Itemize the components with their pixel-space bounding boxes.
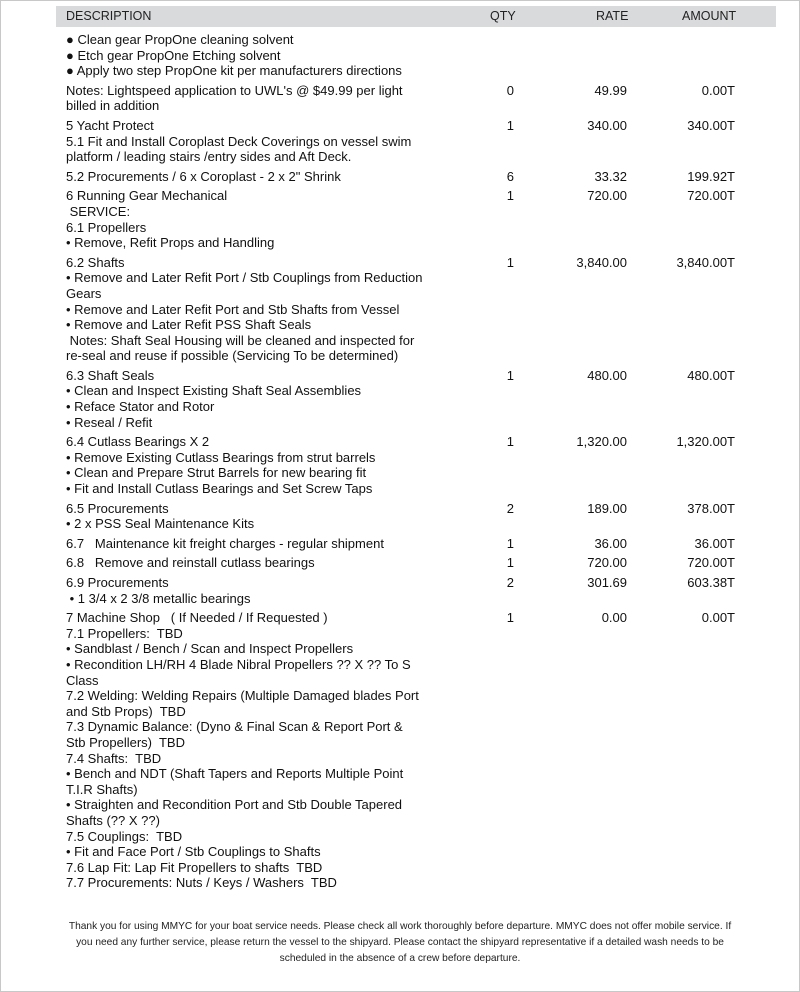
- header-qty: QTY: [490, 9, 516, 23]
- item-rate: 720.00: [587, 188, 627, 204]
- description-line: billed in addition: [66, 98, 160, 114]
- description-line: • Remove and Later Refit PSS Shaft Seals: [66, 317, 312, 333]
- description-line: Gears: [66, 285, 102, 301]
- header-amount: AMOUNT: [682, 9, 737, 23]
- item-rate: 301.69: [587, 575, 627, 590]
- description-line: • 1 3/4 x 2 3/8 metallic bearings: [66, 590, 251, 606]
- item-description: [66, 83, 428, 114]
- item-amount: 1,320.00T: [676, 434, 735, 450]
- description-line: 5.1 Fit and Install Coroplast Deck Coverings on vessel swim: [66, 133, 412, 149]
- description-line: 6.5 Procurements: [66, 500, 169, 516]
- item-rate: 480.00: [587, 367, 627, 383]
- item-qty: 6: [506, 168, 514, 184]
- table-row: [0, 83, 800, 114]
- description-line: • Fit and Install Cutlass Bearings and Set Screw Taps: [66, 481, 373, 497]
- description-line: 6.8 Remove and reinstall cutlass bearings: [66, 555, 315, 571]
- item-qty: 1: [506, 535, 514, 551]
- item-amount: 603.38T: [687, 575, 735, 590]
- description-line: 7 Machine Shop ( If Needed / If Requested ): [66, 610, 328, 626]
- header-rate: RATE: [596, 9, 629, 23]
- table-header: [56, 6, 776, 27]
- item-amount: 720.00T: [687, 188, 735, 204]
- description-line: • Clean and Prepare Strut Barrels for new bearing fit: [66, 465, 367, 481]
- description-line: Shafts (?? X ??): [66, 812, 160, 828]
- description-line: 7.3 Dynamic Balance: (Dyno & Final Scan & Report Port &: [66, 719, 403, 735]
- description-line: Stb Propellers) TBD: [66, 734, 185, 750]
- description-line: Notes: Lightspeed application to UWL's @ $49.99 per light: [66, 82, 403, 98]
- description-line: 7.6 Lap Fit: Lap Fit Propellers to shafts TBD: [66, 859, 323, 875]
- description-line: • Remove, Refit Props and Handling: [66, 235, 275, 251]
- description-line: 6.2 Shafts: [66, 254, 125, 270]
- line-items: [0, 32, 800, 895]
- description-line: Class: [66, 672, 99, 688]
- item-rate: 33.32: [594, 168, 627, 184]
- item-description: [66, 610, 428, 891]
- description-line: platform / leading stairs /entry sides and Aft Deck.: [66, 149, 352, 165]
- description-line: 6.9 Procurements: [66, 575, 169, 590]
- item-description: [66, 255, 428, 364]
- item-rate: 0.00: [601, 610, 627, 626]
- item-amount: 199.92T: [687, 168, 735, 184]
- description-line: 6 Running Gear Mechanical: [66, 188, 228, 204]
- item-description: [66, 501, 428, 532]
- description-line: Notes: Shaft Seal Housing will be cleaned and inspected for: [66, 332, 415, 348]
- item-qty: 1: [506, 434, 514, 450]
- table-row: [0, 501, 800, 532]
- description-line: re-seal and reuse if possible (Servicing To be determined): [66, 348, 399, 364]
- description-line: • Clean and Inspect Existing Shaft Seal Assemblies: [66, 383, 362, 399]
- description-line: T.I.R Shafts): [66, 781, 138, 797]
- item-qty: 1: [506, 117, 514, 133]
- table-row: [0, 536, 800, 552]
- description-line: • Reseal / Refit: [66, 414, 153, 430]
- item-rate: 340.00: [587, 117, 627, 133]
- item-amount: 36.00T: [694, 535, 735, 551]
- description-line: 7.5 Couplings: TBD: [66, 828, 183, 844]
- description-line: • Remove and Later Refit Port and Stb Shafts from Vessel: [66, 301, 400, 317]
- table-row: [0, 434, 800, 496]
- item-amount: 0.00T: [701, 82, 735, 98]
- item-description: [66, 536, 428, 552]
- item-amount: 720.00T: [687, 555, 735, 571]
- item-rate: 189.00: [587, 500, 627, 516]
- item-description: [66, 188, 428, 250]
- table-row: [0, 255, 800, 364]
- table-row: [0, 555, 800, 571]
- item-description: [66, 555, 428, 571]
- description-line: 5 Yacht Protect: [66, 117, 154, 133]
- table-row: [0, 575, 800, 606]
- footer-note: Thank you for using MMYC for your boat service needs. Please check all work thoroughly before departure. MMYC does not offer mobile service. If you need any further service, please return the vessel to the shipyard. Please contact the shipyard representative if a detailed wash needs to be scheduled in the absence of a crew before departure.: [68, 921, 732, 964]
- item-qty: 1: [506, 555, 514, 571]
- table-row: [0, 188, 800, 250]
- item-description: [66, 368, 428, 430]
- description-line: 7.7 Procurements: Nuts / Keys / Washers TBD: [66, 875, 337, 891]
- description-line: 6.1 Propellers: [66, 219, 147, 235]
- item-rate: 720.00: [587, 555, 627, 571]
- item-qty: 1: [506, 254, 514, 270]
- item-qty: 2: [506, 500, 514, 516]
- header-description: DESCRIPTION: [66, 9, 152, 23]
- item-amount: 378.00T: [687, 500, 735, 516]
- description-line: ● Apply two step PropOne kit per manufacturers directions: [66, 63, 402, 79]
- description-line: • Bench and NDT (Shaft Tapers and Reports Multiple Point: [66, 766, 404, 782]
- item-description: [66, 32, 428, 79]
- item-qty: 1: [506, 188, 514, 204]
- table-row: [0, 169, 800, 185]
- item-description: [66, 434, 428, 496]
- item-qty: 2: [506, 575, 514, 590]
- table-row: [0, 368, 800, 430]
- item-rate: 1,320.00: [576, 434, 627, 450]
- description-line: 6.4 Cutlass Bearings X 2: [66, 434, 210, 450]
- description-line: ● Etch gear PropOne Etching solvent: [66, 47, 281, 63]
- description-line: ● Clean gear PropOne cleaning solvent: [66, 32, 294, 47]
- item-amount: 0.00T: [701, 610, 735, 626]
- table-row: [0, 610, 800, 891]
- item-rate: 36.00: [594, 535, 627, 551]
- item-description: [66, 169, 428, 185]
- description-line: • Fit and Face Port / Stb Couplings to Shafts: [66, 844, 321, 860]
- description-line: • Reface Stator and Rotor: [66, 399, 215, 415]
- item-description: [66, 118, 428, 165]
- item-amount: 480.00T: [687, 367, 735, 383]
- item-qty: 1: [506, 610, 514, 626]
- item-amount: 3,840.00T: [676, 254, 735, 270]
- description-line: 6.7 Maintenance kit freight charges - regular shipment: [66, 535, 384, 551]
- table-row: [0, 32, 800, 79]
- description-line: SERVICE:: [66, 203, 131, 219]
- description-line: 6.3 Shaft Seals: [66, 367, 155, 383]
- item-qty: 0: [506, 82, 514, 98]
- description-line: • 2 x PSS Seal Maintenance Kits: [66, 516, 255, 532]
- description-line: 5.2 Procurements / 6 x Coroplast - 2 x 2" Shrink: [66, 168, 341, 184]
- table-row: [0, 118, 800, 165]
- item-amount: 340.00T: [687, 117, 735, 133]
- description-line: and Stb Props) TBD: [66, 703, 186, 719]
- item-rate: 3,840.00: [576, 254, 627, 270]
- item-description: [66, 575, 428, 606]
- description-line: • Straighten and Recondition Port and Stb Double Tapered: [66, 797, 403, 813]
- description-line: • Remove Existing Cutlass Bearings from strut barrels: [66, 449, 376, 465]
- description-line: 7.4 Shafts: TBD: [66, 750, 162, 766]
- item-qty: 1: [506, 367, 514, 383]
- description-line: 7.2 Welding: Welding Repairs (Multiple Damaged blades Port: [66, 688, 419, 704]
- description-line: • Remove and Later Refit Port / Stb Couplings from Reduction: [66, 270, 423, 286]
- description-line: • Recondition LH/RH 4 Blade Nibral Propellers ?? X ?? To S: [66, 656, 411, 672]
- description-line: 7.1 Propellers: TBD: [66, 625, 183, 641]
- description-line: • Sandblast / Bench / Scan and Inspect Propellers: [66, 641, 354, 657]
- item-rate: 49.99: [594, 82, 627, 98]
